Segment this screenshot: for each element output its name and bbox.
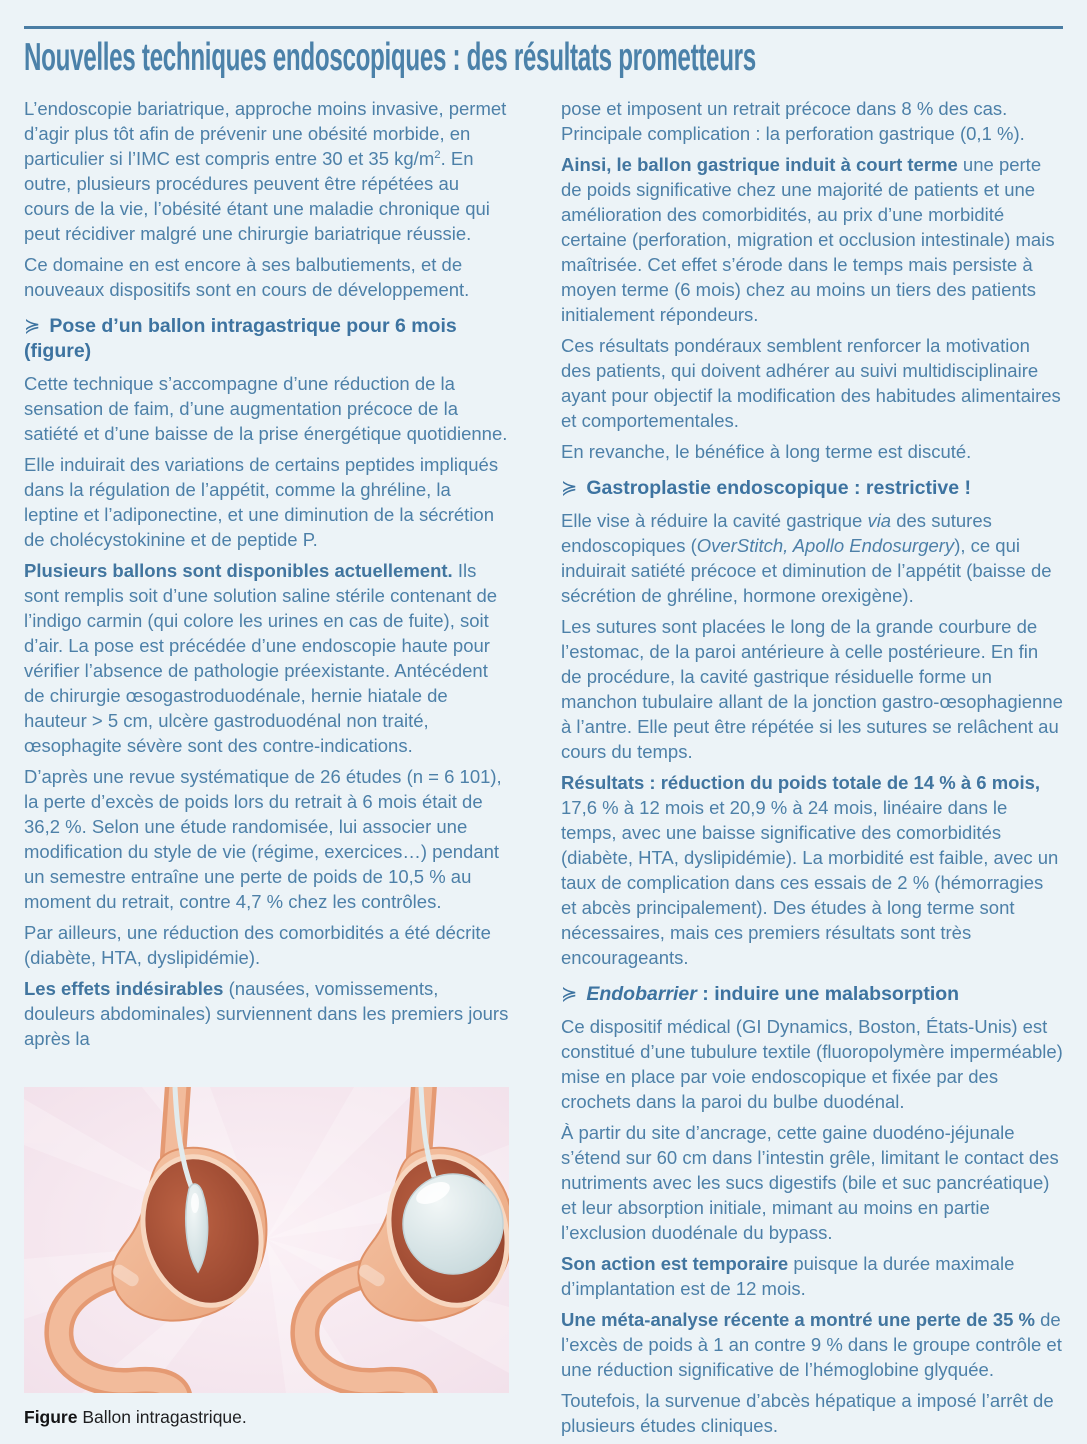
column-right	[561, 96, 1063, 1444]
column-left	[24, 96, 509, 1430]
figure-caption: Figure Ballon intragastrique.	[24, 1407, 247, 1427]
italic-term: OverStitch, Apollo Endosurgery	[696, 535, 955, 556]
paragraph: Son action est temporaire puisque la durée maximale d’implantation est de 12 mois.	[561, 1253, 1015, 1299]
paragraph: En revanche, le bénéfice à long terme est discuté.	[561, 441, 972, 462]
page-title-text: Nouvelles techniques endoscopiques : des résultats prometteurs	[24, 36, 756, 79]
bold-lead: Une méta-analyse récente a montré une perte de 35 %	[561, 1309, 1035, 1330]
paragraph: Cette technique s’accompagne d’une réduction de la sensation de faim, d’une augmentation précoce de la satiété et d’une baisse de la prise énergétique quotidienne.	[24, 373, 508, 444]
paragraph: Résultats : réduction du poids totale de 14 % à 6 mois, 17,6 % à 12 mois et 20,9 % à 24 mois, linéaire dans le temps, avec une baisse significative des comorbidités (diabète, HTA, dyslipidémie). La morbidité est faible, avec un taux de complication dans ces essais de 2 % (hémorragies et abcès principalement). Des études à long terme sont nécessaires, mais ces premiers résultats sont très encourageants.	[561, 772, 1059, 968]
article-body	[0, 96, 1087, 1444]
bold-lead: Ainsi, le ballon gastrique induit à court terme	[561, 154, 958, 175]
bold-lead: Plusieurs ballons sont disponibles actuellement.	[24, 560, 453, 581]
paragraph: Elle induirait des variations de certains peptides impliqués dans la régulation de l’appétit, comme la ghréline, la leptine et l’adiponectine, et une diminution de la sécrétion de cholécystokinine et de peptide P.	[24, 454, 499, 550]
title-rule	[24, 26, 1063, 29]
bold-lead: Résultats : réduction du poids totale de 14 % à 6 mois,	[561, 772, 1041, 793]
section-arrow-icon: ≽	[24, 315, 41, 337]
paragraph-intro: L’endoscopie bariatrique, approche moins invasive, permet d’agir plus tôt afin de prévenir une obésité morbide, en particulier si l’IMC est compris entre 30 et 35 $kg/m^2$. En outre, plusieurs procédures peuvent être répétées au cours de la vie, l’obésité étant une maladie chronique qui peut récidiver malgré une chirurgie bariatrique réussie.	[24, 98, 507, 244]
paragraph: Plusieurs ballons sont disponibles actuellement. Ils sont remplis soit d’une solution saline stérile contenant de l’indigo carmin (qui colore les urines en cas de fuite), soit d’air. La pose est précédée d’une endoscopie haute pour vérifier l’absence de pathologie préexistante. Antécédent de chirurgie œsogastroduodénale, hernie hiatale de hauteur > 5 cm, ulcère gastroduodénal non traité, œsophagite sévère sont des contre-indications.	[24, 560, 498, 756]
section-heading-gastroplastie: ≽ Gastroplastie endoscopique : restrictive !	[561, 477, 972, 499]
paragraph: Par ailleurs, une réduction des comorbidités a été décrite (diabète, HTA, dyslipidémie).	[24, 922, 491, 968]
paragraph: D’après une revue systématique de 26 études (n = 6 101), la perte d’excès de poids lors du retrait à 6 mois était de 36,2 %. Selon une étude randomisée, lui associer une modification du style de vie (régime, exercices…) pendant un semestre entraîne une perte de poids de 10,5 % au moment du retrait, contre 4,7 % chez les contrôles.	[24, 766, 502, 912]
section-heading-ballon: ≽ Pose d’un ballon intragastrique pour 6 mois (figure)	[24, 315, 457, 362]
section-arrow-icon: ≽	[561, 983, 578, 1005]
paragraph: Une méta-analyse récente a montré une perte de 35 % de l’excès de poids à 1 an contre 9 % dans le groupe contrôle et une réduction significative de l’hémoglobine glyquée.	[561, 1309, 1062, 1380]
balloon-inflated	[403, 1174, 503, 1274]
paragraph: Toutefois, la survenue d’abcès hépatique a imposé l’arrêt de plusieurs études cliniques.	[561, 1390, 1054, 1436]
paragraph: Ces résultats pondéraux semblent renforcer la motivation des patients, qui doivent adhérer au suivi multidisciplinaire ayant pour objectif la modification des habitudes alimentaires et comportementales.	[561, 335, 1061, 431]
figure-ballon-intragastrique	[24, 1087, 509, 1430]
paragraph: Ce dispositif médical (GI Dynamics, Boston, États-Unis) est constitué d’une tubulure textile (fluoropolymère imperméable) mise en place par voie endoscopique et fixée par des crochets dans la paroi du bulbe duodénal.	[561, 1016, 1063, 1112]
stomach-illustration	[24, 1087, 509, 1393]
page-title	[24, 36, 1063, 80]
paragraph: pose et imposent un retrait précoce dans 8 % des cas. Principale complication : la perforation gastrique (0,1 %).	[561, 98, 1025, 144]
paragraph: Les effets indésirables (nausées, vomissements, douleurs abdominales) surviennent dans les premiers jours après la	[24, 978, 509, 1049]
italic-term: via	[867, 510, 892, 531]
bold-lead: Les effets indésirables	[24, 978, 224, 999]
superscript: 2	[434, 148, 441, 161]
paragraph: Elle vise à réduire la cavité gastrique via des sutures endoscopiques (OverStitch, Apollo Endosurgery), ce qui induirait satiété précoce et diminution de l’appétit (baisse de sécrétion de ghréline, hormone orexigène).	[561, 510, 1052, 606]
section-arrow-icon: ≽	[561, 477, 578, 499]
section-heading-endobarrier: ≽ Endobarrier : induire une malabsorption	[561, 983, 960, 1005]
paragraph: À partir du site d’ancrage, cette gaine duodéno-jéjunale s’étend sur 60 cm dans l’intestin grêle, limitant le contact des nutriments avec les sucs digestifs (bile et suc pancréatique) et leur absorption initiale, mimant au moins en partie l’exclusion duodénale du bypass.	[561, 1122, 1059, 1243]
paragraph: Ce domaine en est encore à ses balbutiements, et de nouveaux dispositifs sont en cours de développement.	[24, 254, 470, 300]
bold-lead: Son action est temporaire	[561, 1253, 789, 1274]
paragraph: Ainsi, le ballon gastrique induit à court terme une perte de poids significative chez une majorité de patients et une amélioration des comorbidités, au prix d’une morbidité certaine (perforation, migration et occlusion intestinale) mais maîtrisée. Cet effet s’érode dans le temps mais persiste à moyen terme (6 mois) chez au moins un tiers des patients initialement répondeurs.	[561, 154, 1055, 325]
paragraph: Les sutures sont placées le long de la grande courbure de l’estomac, de la paroi antérieure à celle postérieure. En fin de procédure, la cavité gastrique résiduelle forme un manchon tubulaire allant de la jonction gastro-œsophagienne à l’antre. Elle peut être répétée si les sutures se relâchent au cours du temps.	[561, 616, 1063, 762]
